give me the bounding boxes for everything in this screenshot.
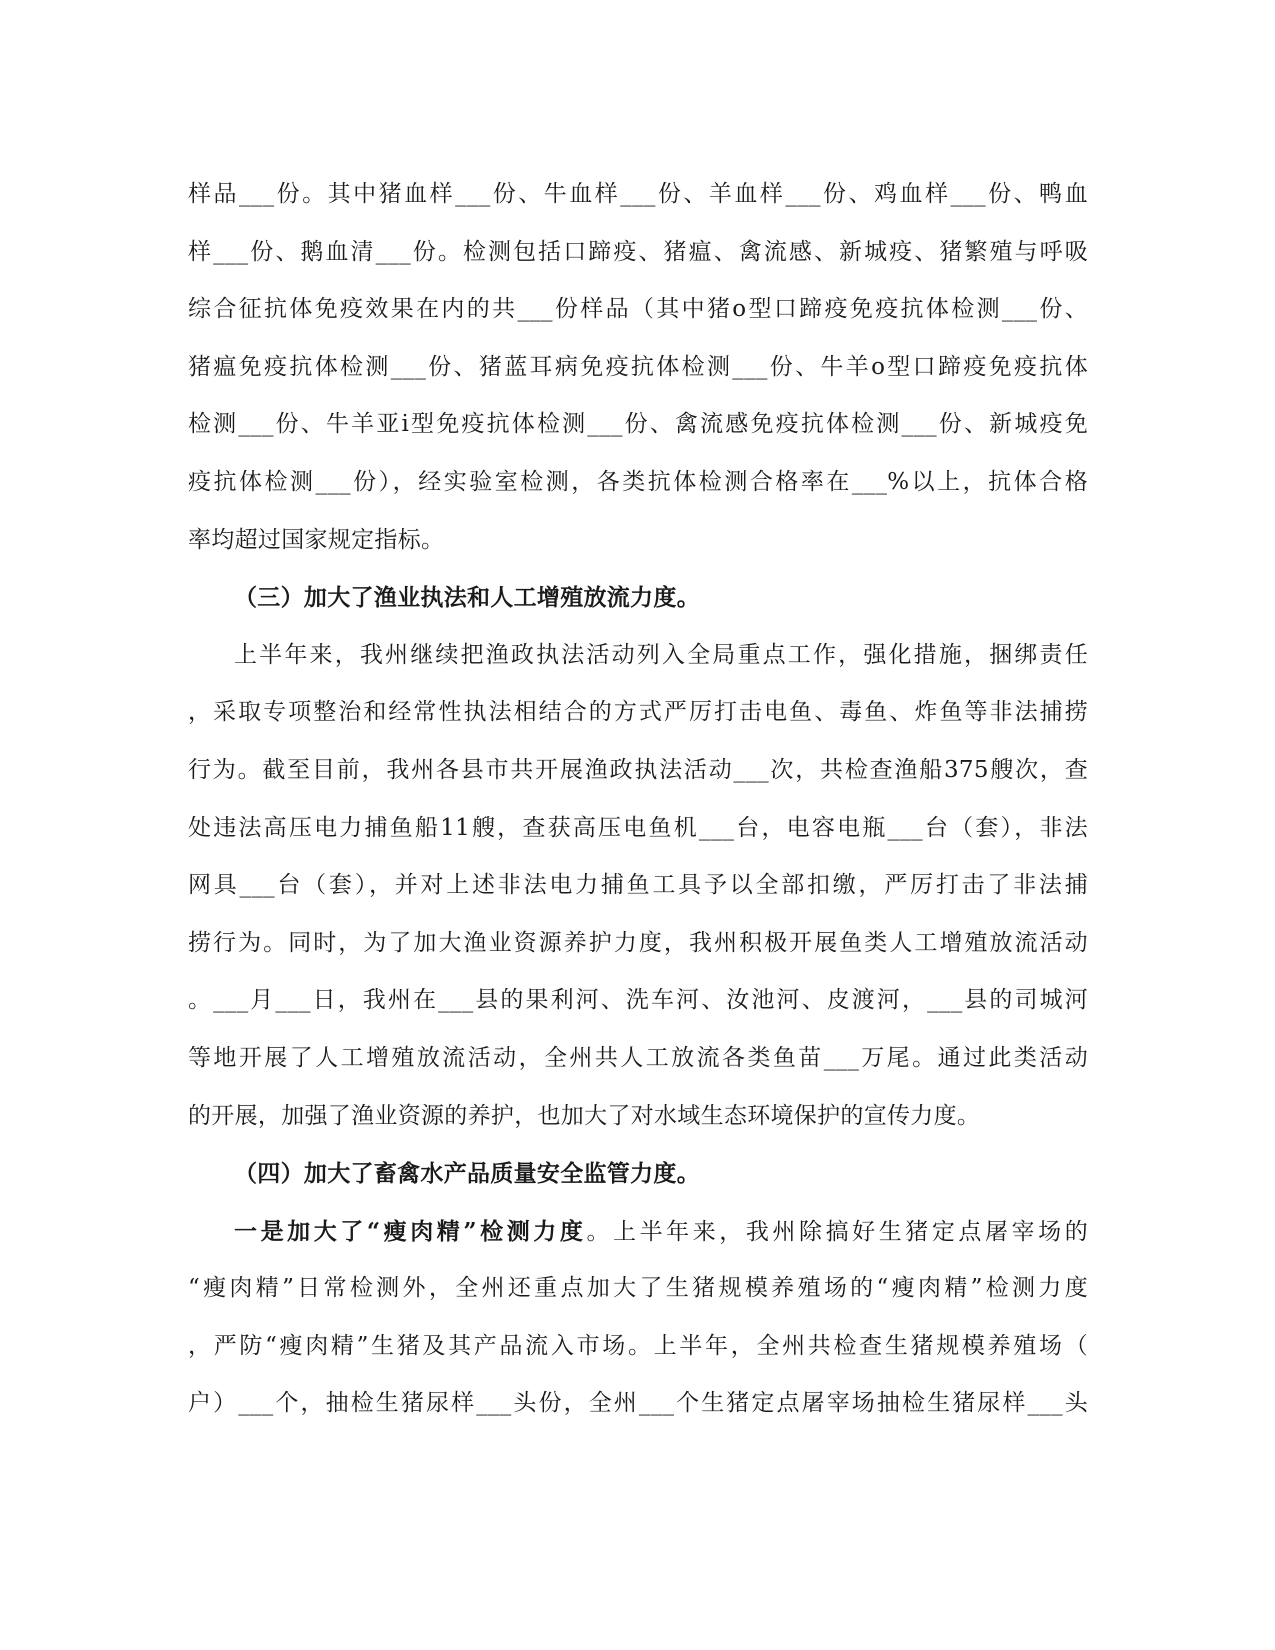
paragraph-antibody-testing	[188, 166, 1088, 569]
text-line: 上半年来，我州继续把渔政执法活动列入全局重点工作，强化措施，捆绑责任	[234, 641, 1088, 668]
text-line: 样品___份。其中猪血样___份、牛血样___份、羊血样___份、鸡血样___份、鸭血	[188, 181, 1088, 207]
section-heading-3: （三）加大了渔业执法和人工增殖放流力度。	[234, 584, 700, 612]
text-line: 行为。截至目前，我州各县市共开展渔政执法活动___次，共检查渔船375艘次，查	[188, 756, 1088, 783]
text-line: 样___份、鹅血清___份。检测包括口蹄疫、猪瘟、禽流感、新城疫、猪繁殖与呼吸	[188, 238, 1088, 265]
text-line: 的开展，加强了渔业资源的养护，也加大了对水域生态环境保护的宣传力度。	[188, 1102, 981, 1129]
text-line: “瘦肉精”日常检测外，全州还重点加大了生猪规模养殖场的“瘦肉精”检测力度	[188, 1275, 1088, 1302]
text-line: ，严防“瘦肉精”生猪及其产品流入市场。上半年，全州共检查生猪规模养殖场（	[188, 1332, 1088, 1359]
text-line: 等地开展了人工增殖放流活动，全州共人工放流各类鱼苗___万尾。通过此类活动	[188, 1044, 1088, 1071]
text-line	[188, 1203, 1088, 1261]
paragraph-clenbuterol-testing	[188, 1203, 1088, 1433]
lead-continuation: 。上半年来，我州除搞好生猪定点屠宰场的	[586, 1218, 1088, 1245]
document-body	[188, 166, 1088, 1433]
text-line: 网具___台（套），并对上述非法电力捕鱼工具予以全部扣缴，严厉打击了非法捕	[188, 872, 1088, 899]
text-line: 疫抗体检测___份），经实验室检测，各类抗体检测合格率在___%以上，抗体合格	[188, 468, 1088, 495]
section-heading-4: （四）加大了畜禽水产品质量安全监管力度。	[234, 1160, 700, 1188]
text-line: 捞行为。同时，为了加大渔业资源养护力度，我州积极开展鱼类人工增殖放流活动	[188, 929, 1088, 956]
text-line: 检测___份、牛羊亚i型免疫抗体检测___份、禽流感免疫抗体检测___份、新城疫免	[188, 411, 1088, 438]
text-line: 率均超过国家规定指标。	[188, 526, 445, 553]
text-line: 。___月___日，我州在___县的果利河、洗车河、汝池河、皮渡河，___县的司城河	[188, 987, 1088, 1014]
paragraph-fishery-enforcement	[188, 627, 1088, 1145]
text-line: 户）___个，抽检生猪尿样___头份，全州___个生猪定点屠宰场抽检生猪尿样___头	[188, 1390, 1088, 1417]
text-line: 综合征抗体免疫效果在内的共___份样品（其中猪o型口蹄疫免疫抗体检测___份、	[188, 296, 1088, 323]
text-line: ，采取专项整治和经常性执法相结合的方式严厉打击电鱼、毒鱼、炸鱼等非法捕捞	[188, 699, 1088, 726]
text-line: 猪瘟免疫抗体检测___份、猪蓝耳病免疫抗体检测___份、牛羊o型口蹄疫免疫抗体	[188, 353, 1088, 380]
text-line: 处违法高压电力捕鱼船11艘，查获高压电鱼机___台，电容电瓶___台（套），非法	[188, 814, 1088, 841]
bold-lead-phrase: 一是加大了“瘦肉精”检测力度	[234, 1217, 587, 1245]
